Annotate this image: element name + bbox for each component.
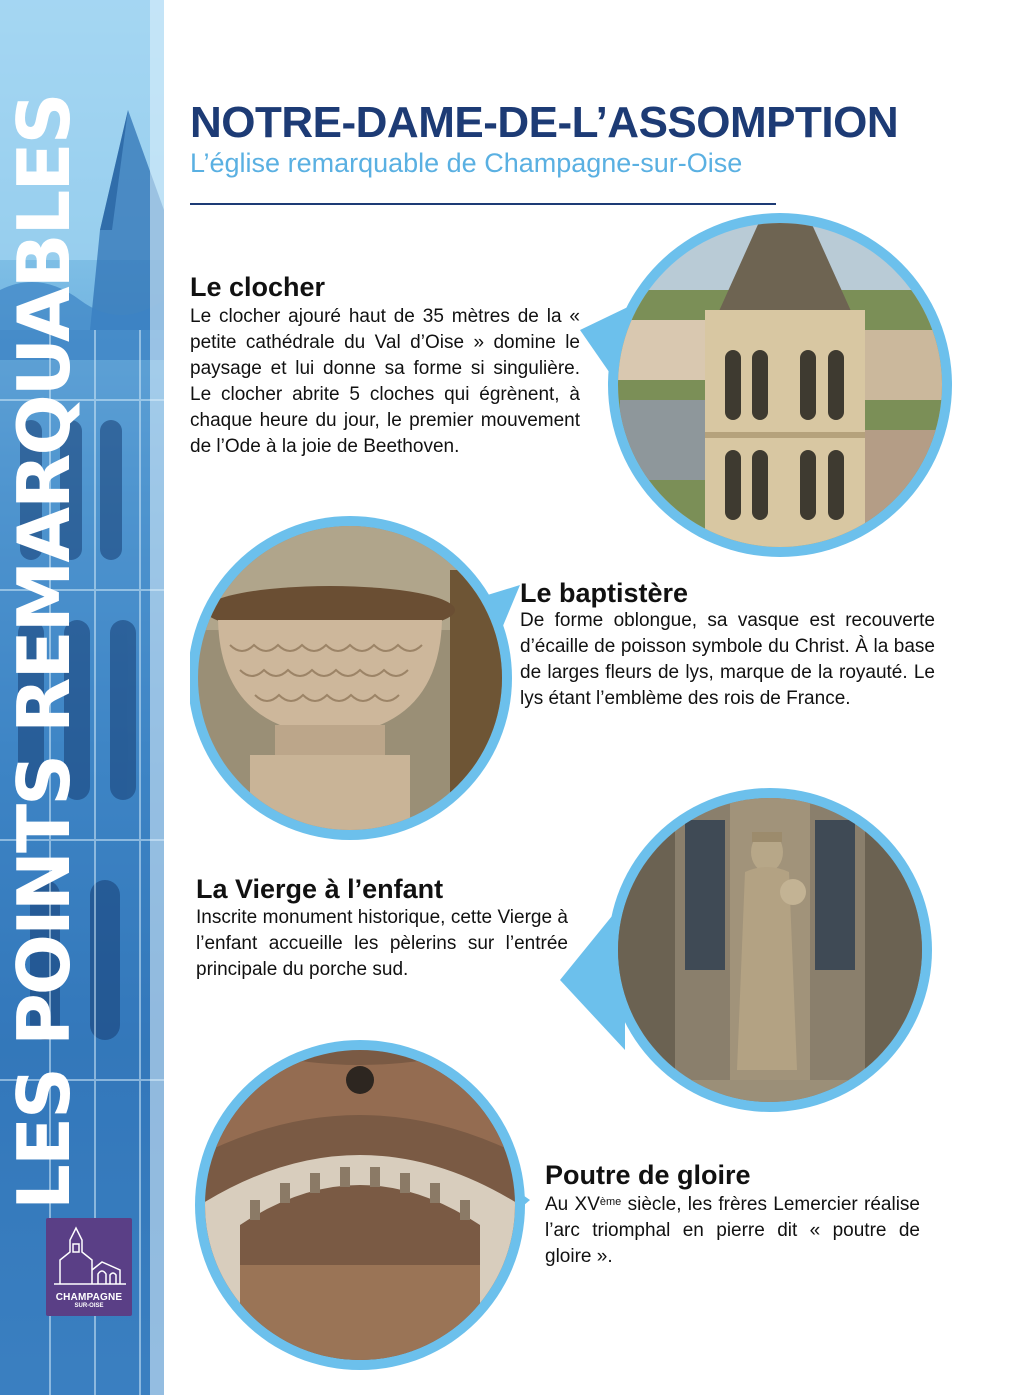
page-title: NOTRE-DAME-DE-L’ASSOMPTION — [190, 98, 899, 147]
title-divider — [190, 203, 776, 205]
section-text-vierge: Inscrite monument historique, cette Vierge à l’enfant accueille les pèlerins sur l’entrée principale du porche sud. — [196, 907, 568, 980]
photo-baptismal-font — [190, 510, 540, 860]
section-heading-vierge: La Vierge à l’enfant — [196, 874, 444, 904]
champagne-logo — [46, 1218, 132, 1316]
section-text-baptistere: De forme oblongue, sa vasque est recouverte d’écaille de poisson symbole du Christ. À la base de larges fleurs de lys, marque de la royauté. Le lys étant l’emblème des rois de France. — [520, 610, 935, 709]
section-text-poutre-rest: siècle, les frères Lemercier réalise l’arc triomphal en pierre dit « poutre de gloire ». — [545, 1194, 921, 1267]
photo-rood-beam — [180, 1035, 550, 1375]
logo-name: CHAMPAGNE — [55, 1292, 123, 1303]
section-heading-clocher: Le clocher — [190, 272, 326, 302]
page-subtitle: L’église remarquable de Champagne-sur-Oise — [190, 148, 743, 178]
photo-bell-tower — [560, 210, 960, 560]
century-superscript: ème — [599, 1196, 622, 1208]
photo-virgin-statue — [545, 780, 955, 1120]
section-heading-baptistere: Le baptistère — [520, 578, 689, 608]
church-logo-icon — [46, 1218, 132, 1290]
section-text-poutre-prefix: Au XV — [545, 1194, 600, 1215]
section-heading-poutre: Poutre de gloire — [545, 1160, 751, 1190]
logo-subname: SUR-OISE — [74, 1303, 104, 1309]
section-text-poutre — [545, 1192, 920, 1270]
vertical-title: LES POINTS REMARQUABLES — [2, 94, 86, 1210]
section-text-clocher: Le clocher ajouré haut de 35 mètres de la « petite cathédrale du Val d’Oise » domine le paysage et lui donne sa forme si singulière. Le clocher abrite 5 cloches qui égrènent, à chaque heure du jour, le premier mouvement de l’Ode à la joie de Beethoven. — [190, 306, 580, 457]
sidebar-banner — [0, 0, 164, 1395]
